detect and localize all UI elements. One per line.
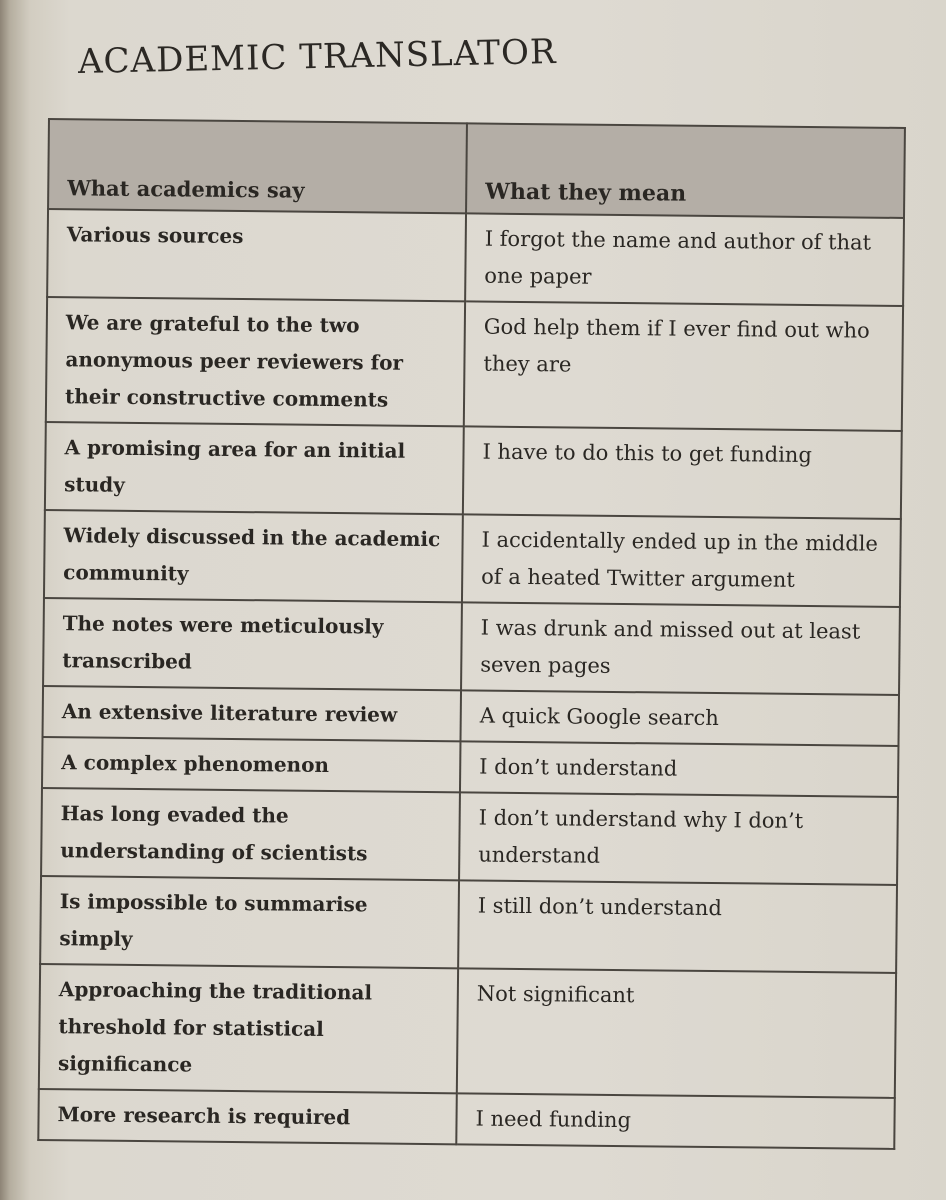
row-mean-cell: I was drunk and missed out at least seven pages [461,602,900,695]
row-say-cell: More research is required [38,1089,457,1144]
row-mean-cell: I need funding [456,1093,895,1149]
table-row [40,876,897,973]
row-say-cell: Widely discussed in the academic community [44,510,463,602]
translator-table [37,118,906,1150]
row-mean-cell: I accidentally ended up in the middle of a heated Twitter argument [462,514,901,607]
translator-table-container [37,118,904,1150]
table-row [47,209,904,306]
row-mean-cell: I still don’t understand [458,880,897,973]
table-row [46,297,903,431]
table-row [41,788,898,885]
row-say-cell: Has long evaded the understanding of scientists [41,788,460,880]
table-row [44,510,901,607]
row-mean-cell: I forgot the name and author of that one paper [465,213,904,306]
table-row [43,686,899,746]
row-say-cell: Various sources [47,209,466,301]
row-mean-cell: Not significant [457,968,896,1098]
row-say-cell: We are grateful to the two anonymous peer reviewers for their constructive comments [46,297,465,426]
row-mean-cell: God help them if I ever find out who they are [464,301,903,431]
page-title: ACADEMIC TRANSLATOR [77,31,557,82]
table-row [43,598,900,695]
row-say-cell: An extensive literature review [43,686,462,741]
header-what-academics-say: What academics say [48,119,467,213]
header-what-they-mean: What they mean [466,123,905,218]
table-row [39,964,896,1098]
row-mean-cell: A quick Google search [460,690,899,746]
row-mean-cell: I don’t understand why I don’t understand [459,792,898,885]
row-say-cell: A promising area for an initial study [45,422,464,514]
row-say-cell: The notes were meticulously transcribed [43,598,462,690]
table-row [42,737,898,797]
row-mean-cell: I don’t understand [460,741,899,797]
row-say-cell: Is impossible to summarise simply [40,876,459,968]
row-mean-cell: I have to do this to get funding [463,426,902,519]
table-row [45,422,902,519]
row-say-cell: Approaching the traditional threshold for statistical significance [39,964,458,1093]
table-header-row [48,119,905,218]
row-say-cell: A complex phenomenon [42,737,461,792]
table-row [38,1089,894,1149]
